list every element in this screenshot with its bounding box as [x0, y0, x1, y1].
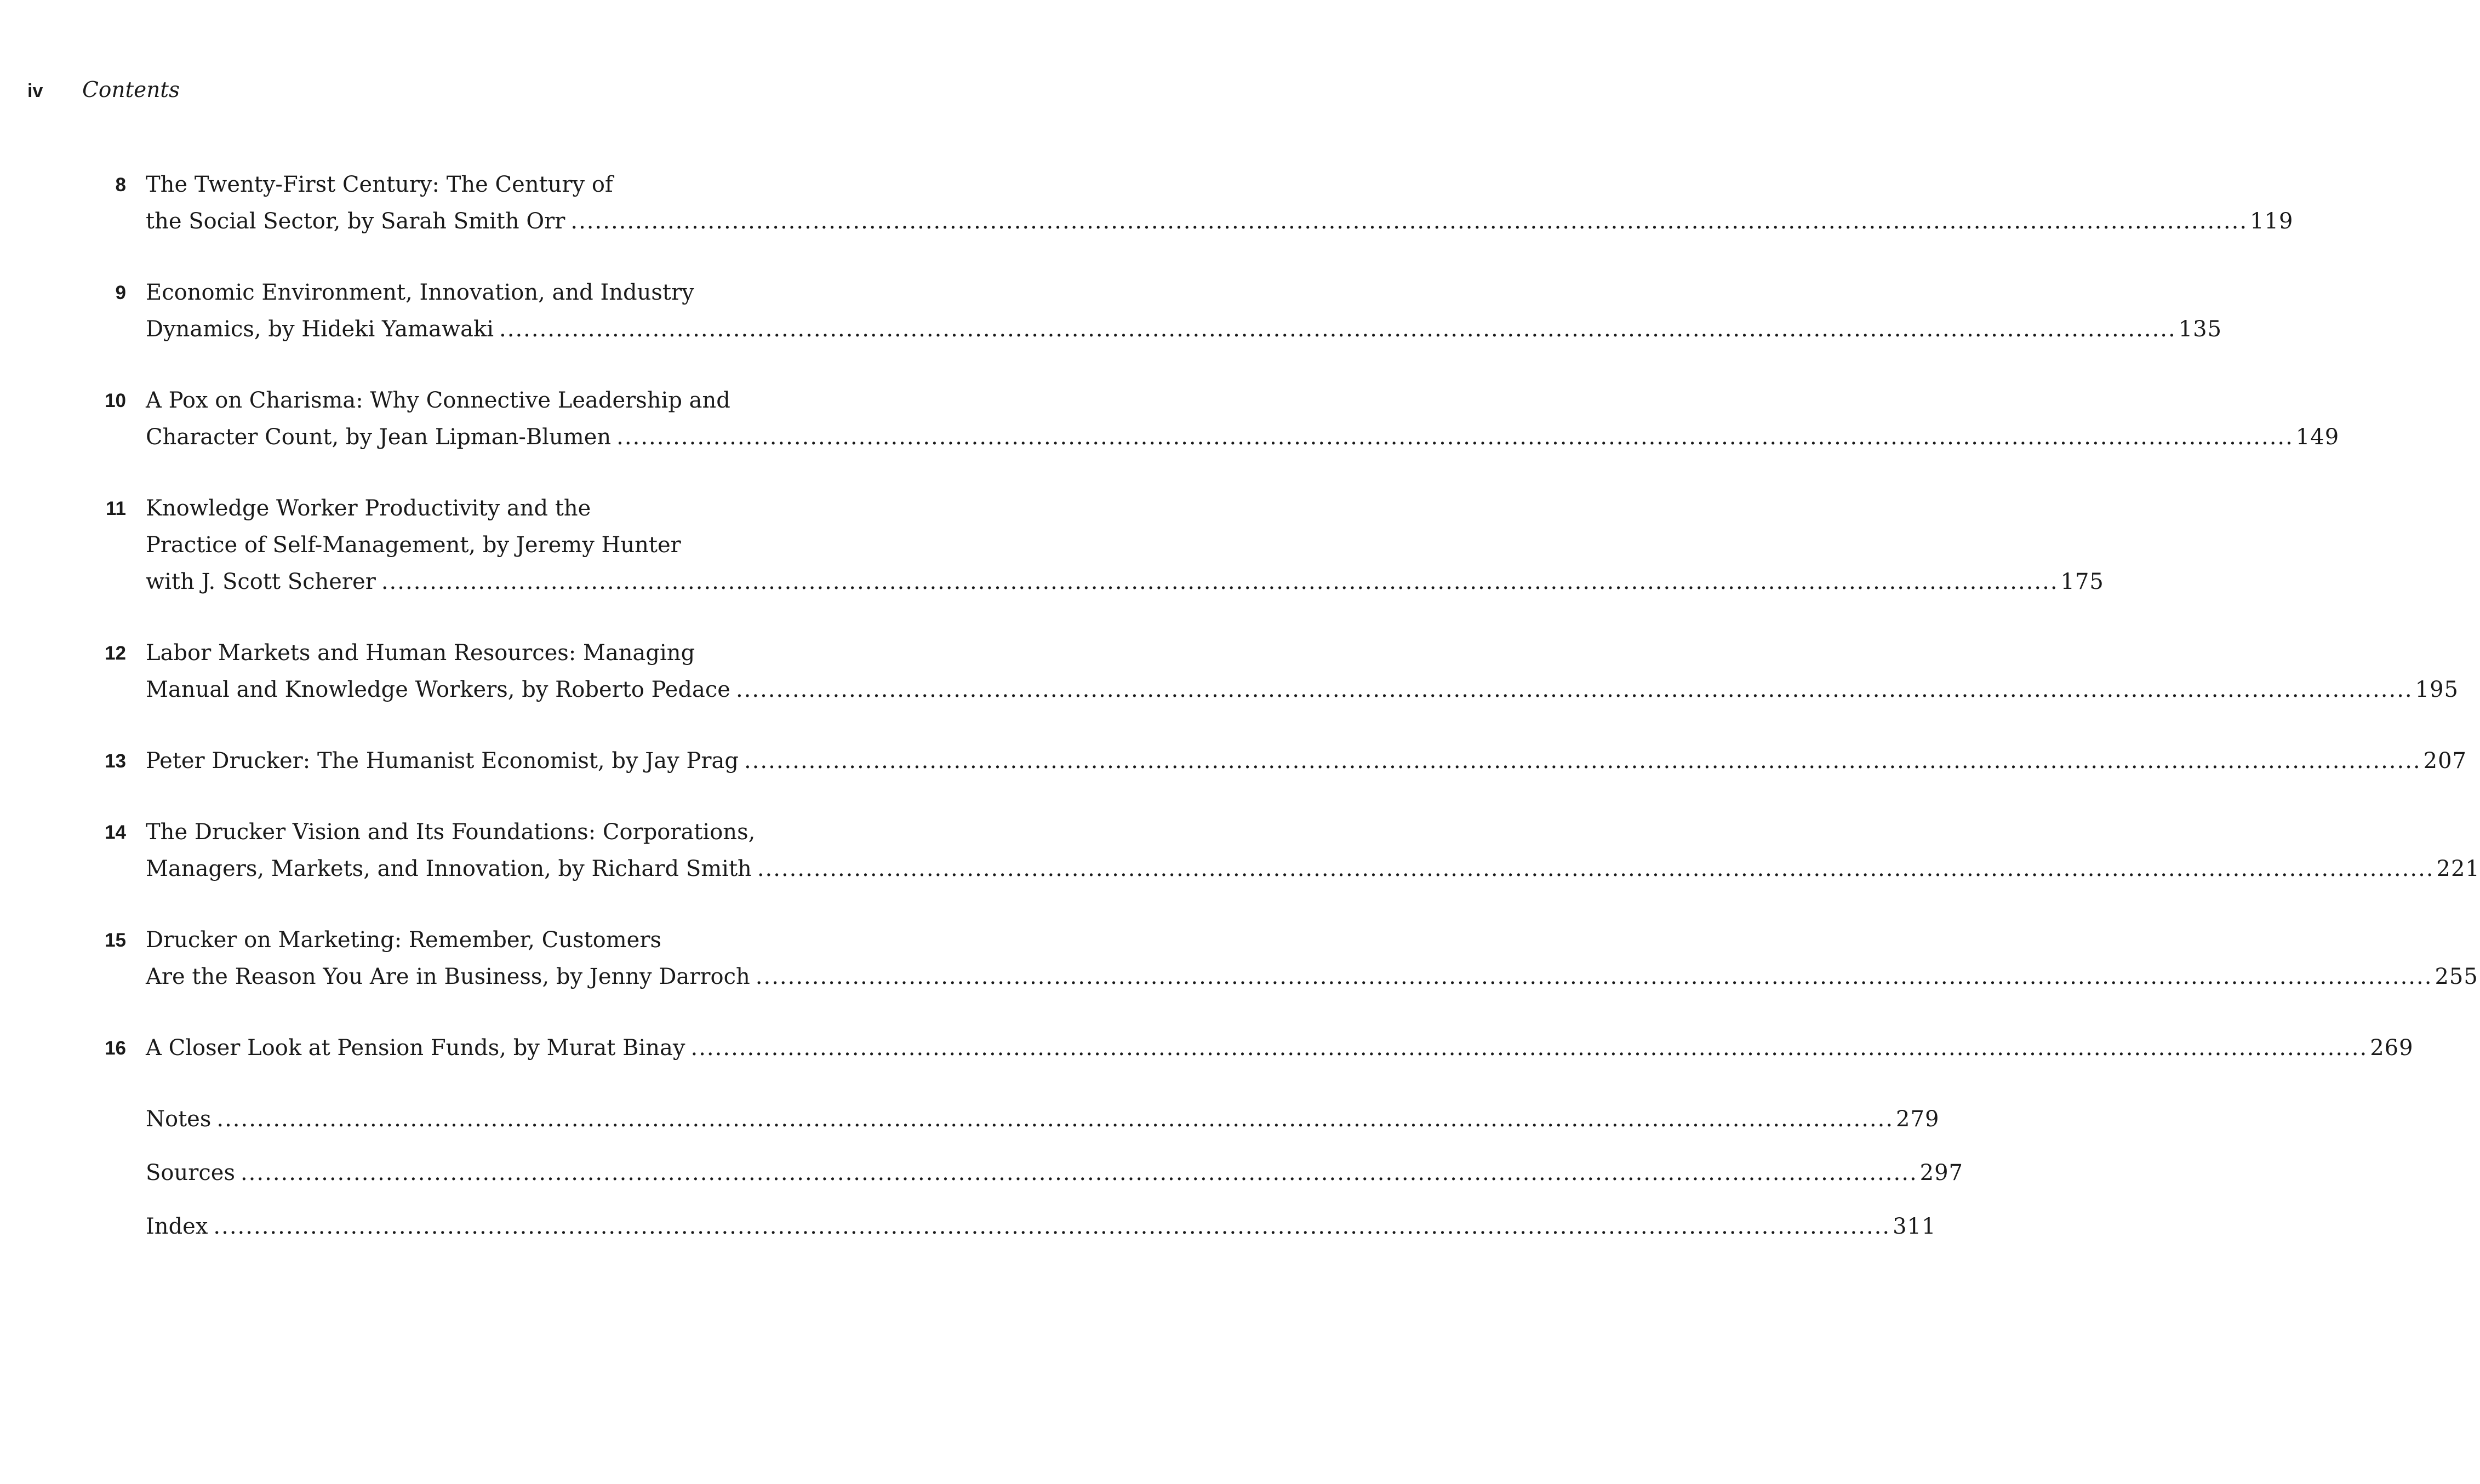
chapter-number: 8 [115, 174, 126, 196]
chapter-list [82, 167, 2480, 1067]
chapter-title [146, 382, 2339, 456]
page-number: 255 [2435, 964, 2478, 989]
page-title: Contents [82, 78, 180, 102]
chapter-title [146, 167, 2293, 240]
toc-entry[interactable] [82, 922, 2478, 995]
page-number: 175 [2060, 569, 2104, 594]
title-last-line [146, 743, 2467, 780]
title-line-text: the Social Sector, by Sarah Smith Orr [146, 209, 565, 234]
title-line: Practice of Self-Management, by Jeremy Hunter [146, 532, 681, 558]
back-matter-entry[interactable] [146, 1208, 1936, 1245]
toc-entry[interactable] [82, 743, 2467, 780]
chapter-number: 12 [105, 643, 126, 664]
title-line: The Twenty-First Century: The Century of [146, 172, 613, 197]
title-line-text: Are the Reason You Are in Business, by Jenny Darroch [146, 964, 750, 989]
chapter-number: 13 [105, 750, 126, 772]
dot-leader [744, 743, 2421, 780]
back-matter-line [146, 1208, 1936, 1245]
dot-leader [757, 851, 2435, 887]
dot-leader [756, 959, 2433, 995]
toc-entry[interactable] [82, 814, 2480, 887]
back-matter-label: Index [146, 1214, 208, 1239]
chapter-number: 16 [105, 1038, 126, 1059]
back-matter-list [82, 1101, 1964, 1245]
toc-entry[interactable] [82, 490, 2104, 600]
dot-leader [499, 311, 2176, 348]
dot-leader [736, 672, 2413, 708]
chapter-title [146, 490, 2104, 600]
chapter-title [146, 274, 2222, 348]
page-number: 207 [2423, 748, 2467, 773]
back-matter-label: Notes [146, 1107, 212, 1132]
title-line: Knowledge Worker Productivity and the [146, 496, 591, 521]
page-number: 279 [1896, 1107, 1940, 1132]
toc-entry[interactable] [82, 635, 2459, 708]
title-line-text: Managers, Markets, and Innovation, by Richard Smith [146, 856, 752, 881]
chapter-number: 10 [105, 390, 126, 411]
page-number: 119 [2250, 209, 2294, 234]
page-number: 221 [2436, 856, 2480, 881]
page-number: 149 [2295, 425, 2340, 450]
title-line-text: with J. Scott Scherer [146, 569, 376, 594]
chapter-title [146, 635, 2459, 708]
chapter-number: 15 [105, 930, 126, 951]
chapter-title [146, 743, 2467, 780]
toc-entry[interactable] [82, 167, 2294, 240]
chapter-title [146, 814, 2480, 887]
title-last-line [146, 1030, 2414, 1067]
page-number: 195 [2415, 677, 2459, 702]
toc-entry[interactable] [82, 274, 2222, 348]
title-last-line [146, 564, 2104, 600]
title-last-line [146, 311, 2222, 348]
page-folio: iv [27, 81, 43, 101]
toc-entry[interactable] [82, 382, 2340, 456]
title-last-line [146, 203, 2293, 240]
chapter-number: 11 [106, 498, 126, 519]
title-line-text: Character Count, by Jean Lipman-Blumen [146, 425, 612, 450]
title-line-text: Dynamics, by Hideki Yamawaki [146, 317, 494, 342]
table-of-contents [82, 167, 2480, 1262]
page-number: 269 [2370, 1035, 2414, 1061]
toc-entry[interactable] [82, 1030, 2414, 1067]
title-line: Economic Environment, Innovation, and Industry [146, 280, 694, 305]
chapter-title [146, 1030, 2414, 1067]
dot-leader [570, 203, 2248, 240]
title-line-text: Manual and Knowledge Workers, by Roberto Pedace [146, 677, 730, 702]
chapter-number: 14 [105, 822, 126, 843]
running-head [27, 78, 180, 111]
title-last-line [146, 672, 2459, 708]
dot-leader [241, 1155, 1918, 1191]
chapter-number: 9 [115, 282, 126, 303]
title-line: A Pox on Charisma: Why Connective Leadership and [146, 388, 730, 413]
back-matter-line [146, 1101, 1939, 1138]
page-number: 297 [1919, 1160, 1964, 1185]
title-last-line [146, 959, 2478, 995]
dot-leader [216, 1101, 1894, 1138]
title-line-text: A Closer Look at Pension Funds, by Murat Binay [146, 1035, 685, 1061]
title-line: Labor Markets and Human Resources: Managing [146, 640, 695, 666]
dot-leader [213, 1208, 1890, 1245]
back-matter-entry[interactable] [146, 1155, 1964, 1191]
page-number: 135 [2178, 317, 2222, 342]
dot-leader [381, 564, 2059, 600]
back-matter-line [146, 1155, 1963, 1191]
back-matter-label: Sources [146, 1160, 235, 1185]
dot-leader [616, 419, 2294, 456]
back-matter-entry[interactable] [146, 1101, 1940, 1138]
title-last-line [146, 419, 2339, 456]
title-line: The Drucker Vision and Its Foundations: Corporations, [146, 820, 756, 845]
title-line-text: Peter Drucker: The Humanist Economist, by Jay Prag [146, 748, 739, 773]
page-number: 311 [1893, 1214, 1936, 1239]
title-line: Drucker on Marketing: Remember, Customers [146, 927, 661, 953]
chapter-title [146, 922, 2478, 995]
dot-leader [691, 1030, 2368, 1067]
title-last-line [146, 851, 2480, 887]
